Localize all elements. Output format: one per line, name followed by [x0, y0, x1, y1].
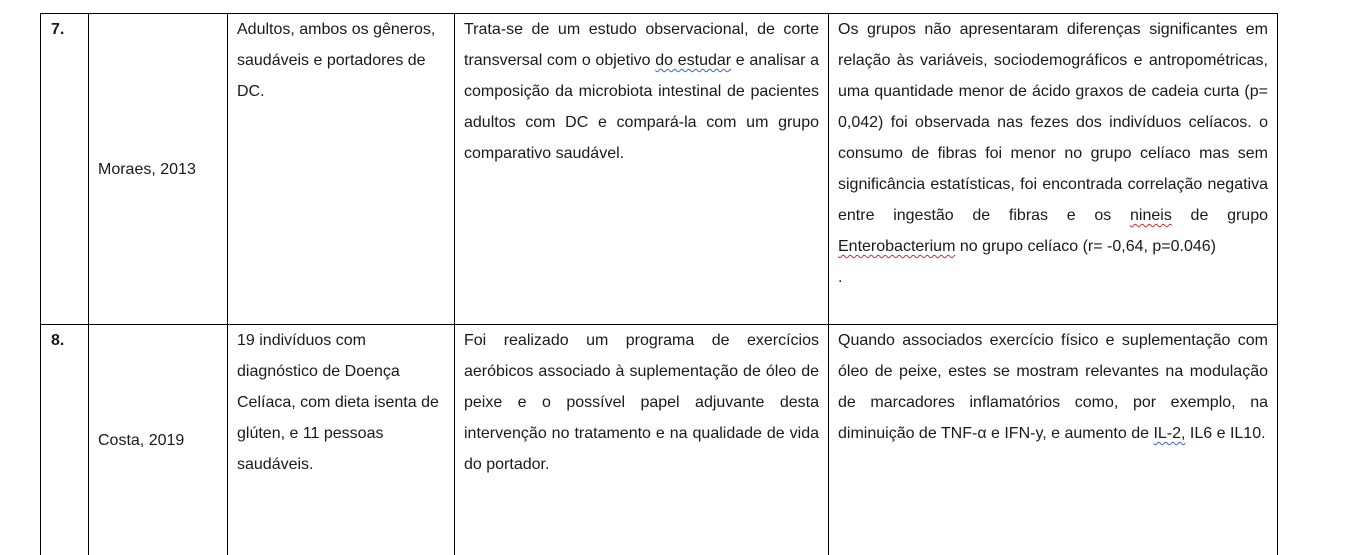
study-results [829, 14, 1278, 325]
results-tail: . [838, 262, 1268, 293]
study-results [829, 325, 1278, 555]
table-row [41, 325, 1278, 555]
objective-text: Trata-se de um estudo observacional, de corte transversal com o objetivo [464, 21, 819, 69]
spelling-flagged-text[interactable]: nineis [1130, 207, 1172, 224]
row-number: 7. [41, 14, 89, 325]
table-row [41, 14, 1278, 325]
row-number: 8. [41, 325, 89, 555]
studies-table [40, 13, 1278, 555]
study-objective [455, 14, 829, 325]
results-text-continued: IL6 e IL10. [1185, 425, 1265, 442]
grammar-flagged-text[interactable]: do estudar [655, 52, 731, 69]
results-text: Os grupos não apresentaram diferenças significantes em relação às variáveis, sociodemográficos e antropométricas, uma quantidade menor de ácido graxos de cadeia curta (p= 0,042) foi observada nas fezes dos indivíduos celíacos. o consumo de fibras foi menor no grupo celíaco mas sem significância estatísticas, foi encontrada correlação negativa entre ingestão de fibras e os [838, 21, 1268, 224]
objective-text-continued: e analisar a composição da microbiota intestinal de pacientes adultos com DC e compará-la com um grupo comparativo saudável. [464, 52, 819, 162]
study-population: Adultos, ambos os gêneros, saudáveis e portadores de DC. [228, 14, 455, 325]
study-population: 19 indivíduos com diagnóstico de Doença Celíaca, com dieta isenta de glúten, e 11 pessoas saudáveis. [228, 325, 455, 555]
study-objective: Foi realizado um programa de exercícios aeróbicos associado à suplementação de óleo de peixe e o possível papel adjuvante desta intervenção no tratamento e na qualidade de vida do portador. [455, 325, 829, 555]
study-author: Moraes, 2013 [89, 14, 228, 325]
results-text: Quando associados exercício físico e suplementação com óleo de peixe, estes se mostram relevantes na modulação de marcadores inflamatórios como, por exemplo, na diminuição de TNF-α e IFN-y, e aumento de [838, 332, 1268, 442]
results-text-end: no grupo celíaco (r= -0,64, p=0.046) [955, 238, 1216, 255]
study-author: Costa, 2019 [89, 325, 228, 555]
grammar-flagged-text[interactable]: IL-2, [1153, 425, 1185, 442]
results-text-continued: de grupo [1172, 207, 1268, 224]
spelling-flagged-text[interactable]: Enterobacterium [838, 238, 955, 255]
